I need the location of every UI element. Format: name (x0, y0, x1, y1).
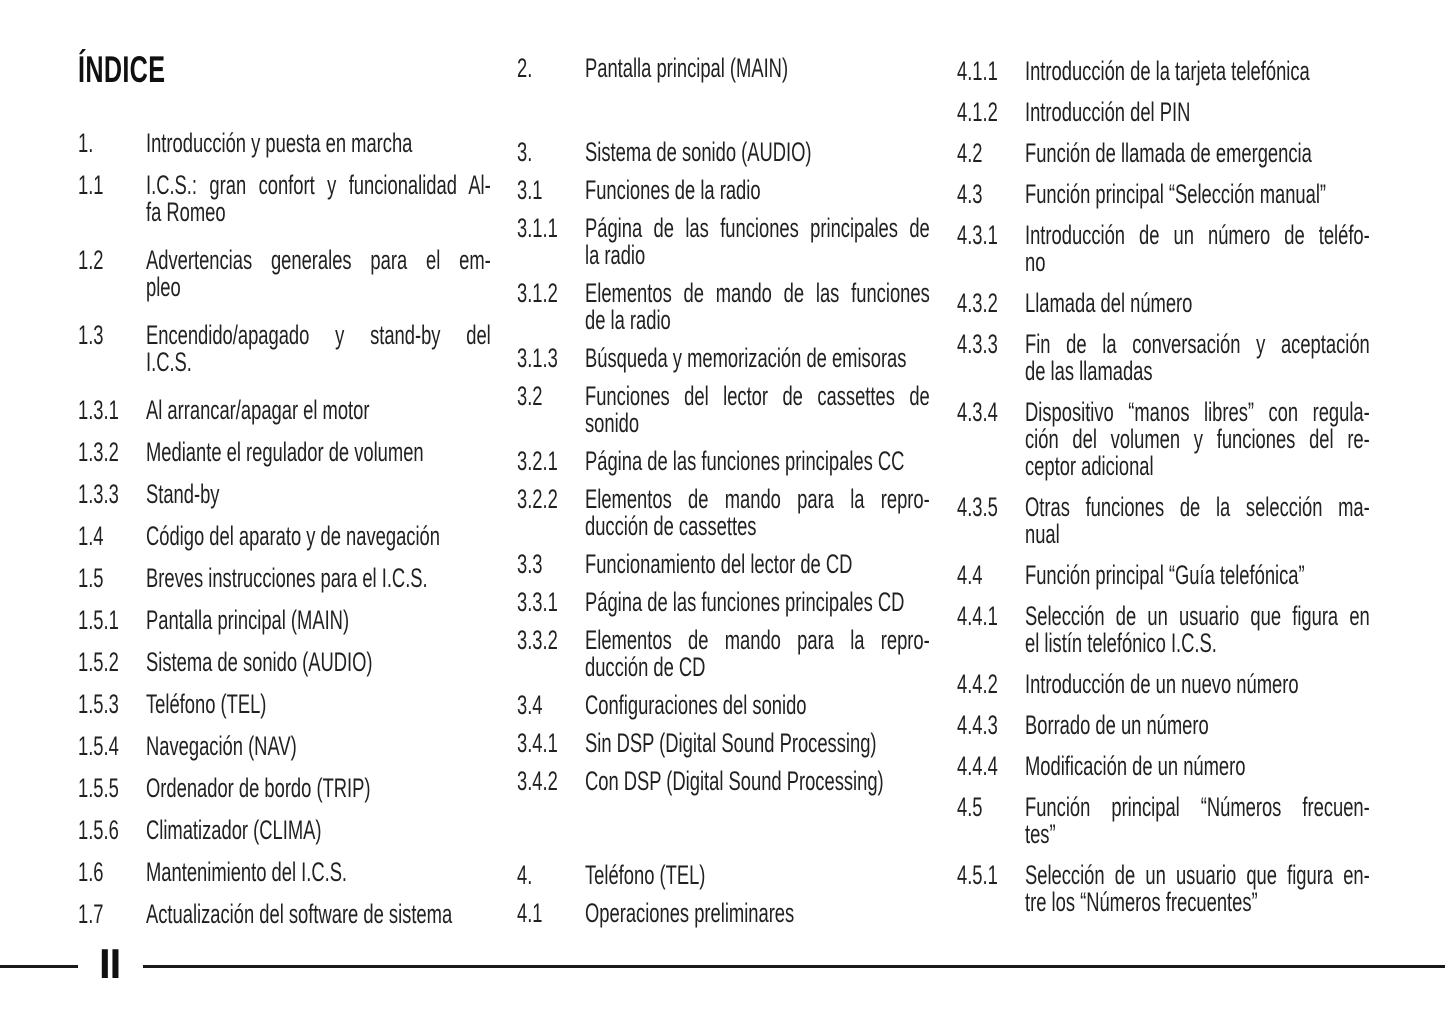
toc-entry-text: Navegación (NAV) (146, 731, 297, 761)
toc-entry (517, 486, 930, 540)
toc-entry-text: Llamada del número (1025, 288, 1193, 318)
toc-entry (957, 99, 1370, 126)
toc-entry-number: 4.1.1 (957, 56, 998, 86)
toc-entry-text: Teléfono (TEL) (585, 860, 706, 890)
toc-entry-number: 3.4.1 (517, 728, 558, 758)
toc-entry (957, 58, 1370, 85)
toc-entry (957, 753, 1370, 780)
toc-entry-text: Página de las funciones principales CC (585, 446, 905, 476)
toc-entry-number: 1.5 (78, 563, 104, 593)
toc-entry (957, 671, 1370, 698)
index-column-3 (957, 58, 1370, 930)
toc-entry (78, 775, 491, 802)
toc-entry-number: 1.2 (78, 245, 104, 275)
toc-entry-text: Introducción y puesta en marcha (146, 128, 413, 158)
toc-entry (517, 139, 930, 166)
toc-entry (78, 481, 491, 508)
toc-entry-number: 4.4.3 (957, 710, 998, 740)
toc-entry-text: Mantenimiento del I.C.S. (146, 857, 348, 887)
toc-entry (957, 603, 1370, 657)
toc-entry-text: Con DSP (Digital Sound Processing) (585, 766, 884, 796)
footer-rule-right (143, 965, 1445, 968)
toc-entry-number: 3.1.1 (517, 213, 558, 243)
toc-entry-number: 4.2 (957, 138, 983, 168)
toc-entry (78, 901, 491, 928)
toc-entry-number: 3.3.2 (517, 625, 558, 655)
toc-entry-text: Elementos de mando para la repro- ducción de cassettes (585, 484, 930, 541)
toc-entry-number: 4.4.4 (957, 751, 998, 781)
toc-entry-number: 1.5.1 (78, 605, 119, 635)
toc-entry (517, 730, 930, 757)
toc-entry-text: Sin DSP (Digital Sound Processing) (585, 728, 877, 758)
toc-entry-text: Selección de un usuario que figura en el listín telefónico I.C.S. (1025, 601, 1370, 658)
toc-entry-number: 3.2.1 (517, 446, 558, 476)
toc-entry (517, 345, 930, 372)
toc-entry (517, 177, 930, 204)
toc-entry-text: Breves instrucciones para el I.C.S. (146, 563, 428, 593)
toc-entry-number: 1.5.6 (78, 815, 119, 845)
toc-entry-text: Stand-by (146, 479, 220, 509)
toc-entry (517, 280, 930, 334)
toc-entry-number: 1. (78, 128, 94, 158)
page-number: II (99, 940, 121, 987)
toc-entry-number: 4.1.2 (957, 97, 998, 127)
toc-entry-number: 4.3.4 (957, 397, 998, 427)
toc-entry-text: Código del aparato y de navegación (146, 521, 440, 551)
toc-entry (957, 712, 1370, 739)
toc-entry-number: 3. (517, 137, 533, 167)
toc-entry (517, 900, 930, 927)
index-column-2 (517, 55, 930, 938)
toc-entry (517, 448, 930, 475)
toc-entry (957, 562, 1370, 589)
toc-entry-number: 4.5.1 (957, 860, 998, 890)
toc-entry-number: 4.4 (957, 560, 983, 590)
toc-entry (78, 523, 491, 550)
index-column-1 (78, 50, 491, 943)
toc-entry-text: Encendido/apagado y stand-by del I.C.S. (146, 320, 491, 377)
toc-entry (517, 551, 930, 578)
toc-entry-text: Funciones de la radio (585, 175, 761, 205)
toc-entry-number: 1.6 (78, 857, 104, 887)
toc-entry-number: 1.4 (78, 521, 104, 551)
toc-entry (78, 649, 491, 676)
toc-entry-number: 1.5.2 (78, 647, 119, 677)
toc-entry (957, 290, 1370, 317)
toc-entry-text: Climatizador (CLIMA) (146, 815, 322, 845)
toc-entry-number: 4.3.3 (957, 329, 998, 359)
toc-entry-text: Funciones del lector de cassettes de sonido (585, 381, 930, 438)
toc-entry (78, 247, 491, 301)
toc-entry-text: Actualización del software de sistema (146, 899, 453, 929)
toc-entry-number: 3.2.2 (517, 484, 558, 514)
toc-entry (517, 692, 930, 719)
toc-entry-number: 1.3 (78, 320, 104, 350)
toc-entry (957, 794, 1370, 848)
toc-entry (957, 331, 1370, 385)
toc-entry-text: Introducción de un nuevo número (1025, 669, 1299, 699)
toc-entry-text: Pantalla principal (MAIN) (585, 53, 789, 83)
toc-entry-number: 1.5.5 (78, 773, 119, 803)
toc-entry-text: Búsqueda y memorización de emisoras (585, 343, 907, 373)
section-gap (517, 806, 930, 862)
toc-entry (78, 691, 491, 718)
toc-entry (517, 215, 930, 269)
toc-entry-number: 2. (517, 53, 533, 83)
toc-entry-number: 3.2 (517, 381, 543, 411)
toc-entry-number: 1.7 (78, 899, 104, 929)
toc-entry (517, 862, 930, 889)
toc-entry-text: Elementos de mando de las funciones de la radio (585, 278, 930, 335)
toc-entry (517, 383, 930, 437)
toc-entry-number: 4. (517, 860, 533, 890)
toc-entry-text: Borrado de un número (1025, 710, 1209, 740)
toc-entry-number: 3.4.2 (517, 766, 558, 796)
toc-entry-number: 3.3 (517, 549, 543, 579)
toc-entry (957, 494, 1370, 548)
toc-entry-text: Advertencias generales para el em- pleo (146, 245, 491, 302)
toc-entry-number: 4.5 (957, 792, 983, 822)
toc-entry-number: 1.3.1 (78, 395, 119, 425)
toc-entry-text: Dispositivo “manos libres” con regula- ción del volumen y funciones del re- ceptor adicional (1025, 397, 1370, 481)
toc-entry-number: 3.3.1 (517, 587, 558, 617)
toc-entry-text: Elementos de mando para la repro- ducción de CD (585, 625, 930, 682)
toc-entry-text: Función principal “Números frecuen- tes” (1025, 792, 1370, 849)
toc-entry-number: 4.3 (957, 179, 983, 209)
toc-entry-text: Función principal “Selección manual” (1025, 179, 1327, 209)
toc-entry-text: Al arrancar/apagar el motor (146, 395, 370, 425)
toc-entry-number: 4.4.1 (957, 601, 998, 631)
page-title: ÍNDICE (78, 49, 166, 90)
toc-entry-text: Introducción del PIN (1025, 97, 1191, 127)
toc-entry-text: Teléfono (TEL) (146, 689, 267, 719)
toc-entry-text: Página de las funciones principales de la radio (585, 213, 930, 270)
section-gap (517, 93, 930, 139)
toc-entry (78, 130, 491, 157)
toc-entry-text: Modificación de un número (1025, 751, 1246, 781)
toc-entry-text: Sistema de sonido (AUDIO) (585, 137, 812, 167)
toc-entry-text: Ordenador de bordo (TRIP) (146, 773, 371, 803)
toc-entry-text: Funcionamiento del lector de CD (585, 549, 853, 579)
toc-entry-text: Operaciones preliminares (585, 898, 795, 928)
toc-entry (78, 733, 491, 760)
toc-entry-text: Página de las funciones principales CD (585, 587, 905, 617)
toc-entry (78, 397, 491, 424)
toc-entry (517, 768, 930, 795)
toc-entry (78, 607, 491, 634)
toc-entry-text: Introducción de un número de teléfo- no (1025, 220, 1370, 277)
toc-entry (957, 222, 1370, 276)
toc-entry-text: I.C.S.: gran confort y funcionalidad Al- fa Romeo (146, 170, 491, 227)
toc-entry (78, 322, 491, 376)
toc-entry-number: 4.4.2 (957, 669, 998, 699)
toc-entry-number: 1.1 (78, 170, 104, 200)
toc-entry-number: 3.1.3 (517, 343, 558, 373)
toc-entry-text: Función de llamada de emergencia (1025, 138, 1312, 168)
toc-entry-text: Configuraciones del sonido (585, 690, 807, 720)
toc-entry (517, 589, 930, 616)
toc-entry (78, 859, 491, 886)
toc-entry-number: 4.3.1 (957, 220, 998, 250)
toc-entry (957, 399, 1370, 480)
toc-entry-number: 1.5.4 (78, 731, 119, 761)
toc-entry-text: Pantalla principal (MAIN) (146, 605, 350, 635)
toc-entry-number: 4.3.2 (957, 288, 998, 318)
toc-entry-text: Función principal “Guía telefónica” (1025, 560, 1305, 590)
toc-entry-text: Introducción de la tarjeta telefónica (1025, 56, 1310, 86)
toc-entry-number: 3.4 (517, 690, 543, 720)
toc-entry (517, 55, 930, 82)
toc-entry-number: 1.5.3 (78, 689, 119, 719)
toc-entry-number: 1.3.2 (78, 437, 119, 467)
toc-entry-number: 4.3.5 (957, 492, 998, 522)
toc-entry-text: Selección de un usuario que figura en- tre los “Números frecuentes” (1025, 860, 1370, 917)
toc-entry-text: Fin de la conversación y aceptación de las llamadas (1025, 329, 1370, 386)
toc-entry (78, 172, 491, 226)
toc-entry (957, 862, 1370, 916)
footer-rule-left (0, 965, 78, 968)
toc-entry-number: 1.3.3 (78, 479, 119, 509)
toc-entry (957, 181, 1370, 208)
toc-entry-text: Sistema de sonido (AUDIO) (146, 647, 373, 677)
toc-entry (957, 140, 1370, 167)
toc-entry-number: 3.1.2 (517, 278, 558, 308)
toc-entry-text: Mediante el regulador de volumen (146, 437, 424, 467)
toc-entry (78, 565, 491, 592)
toc-entry-text: Otras funciones de la selección ma- nual (1025, 492, 1370, 549)
toc-entry-number: 4.1 (517, 898, 543, 928)
toc-entry-number: 3.1 (517, 175, 543, 205)
toc-entry (517, 627, 930, 681)
toc-entry (78, 439, 491, 466)
toc-entry (78, 817, 491, 844)
